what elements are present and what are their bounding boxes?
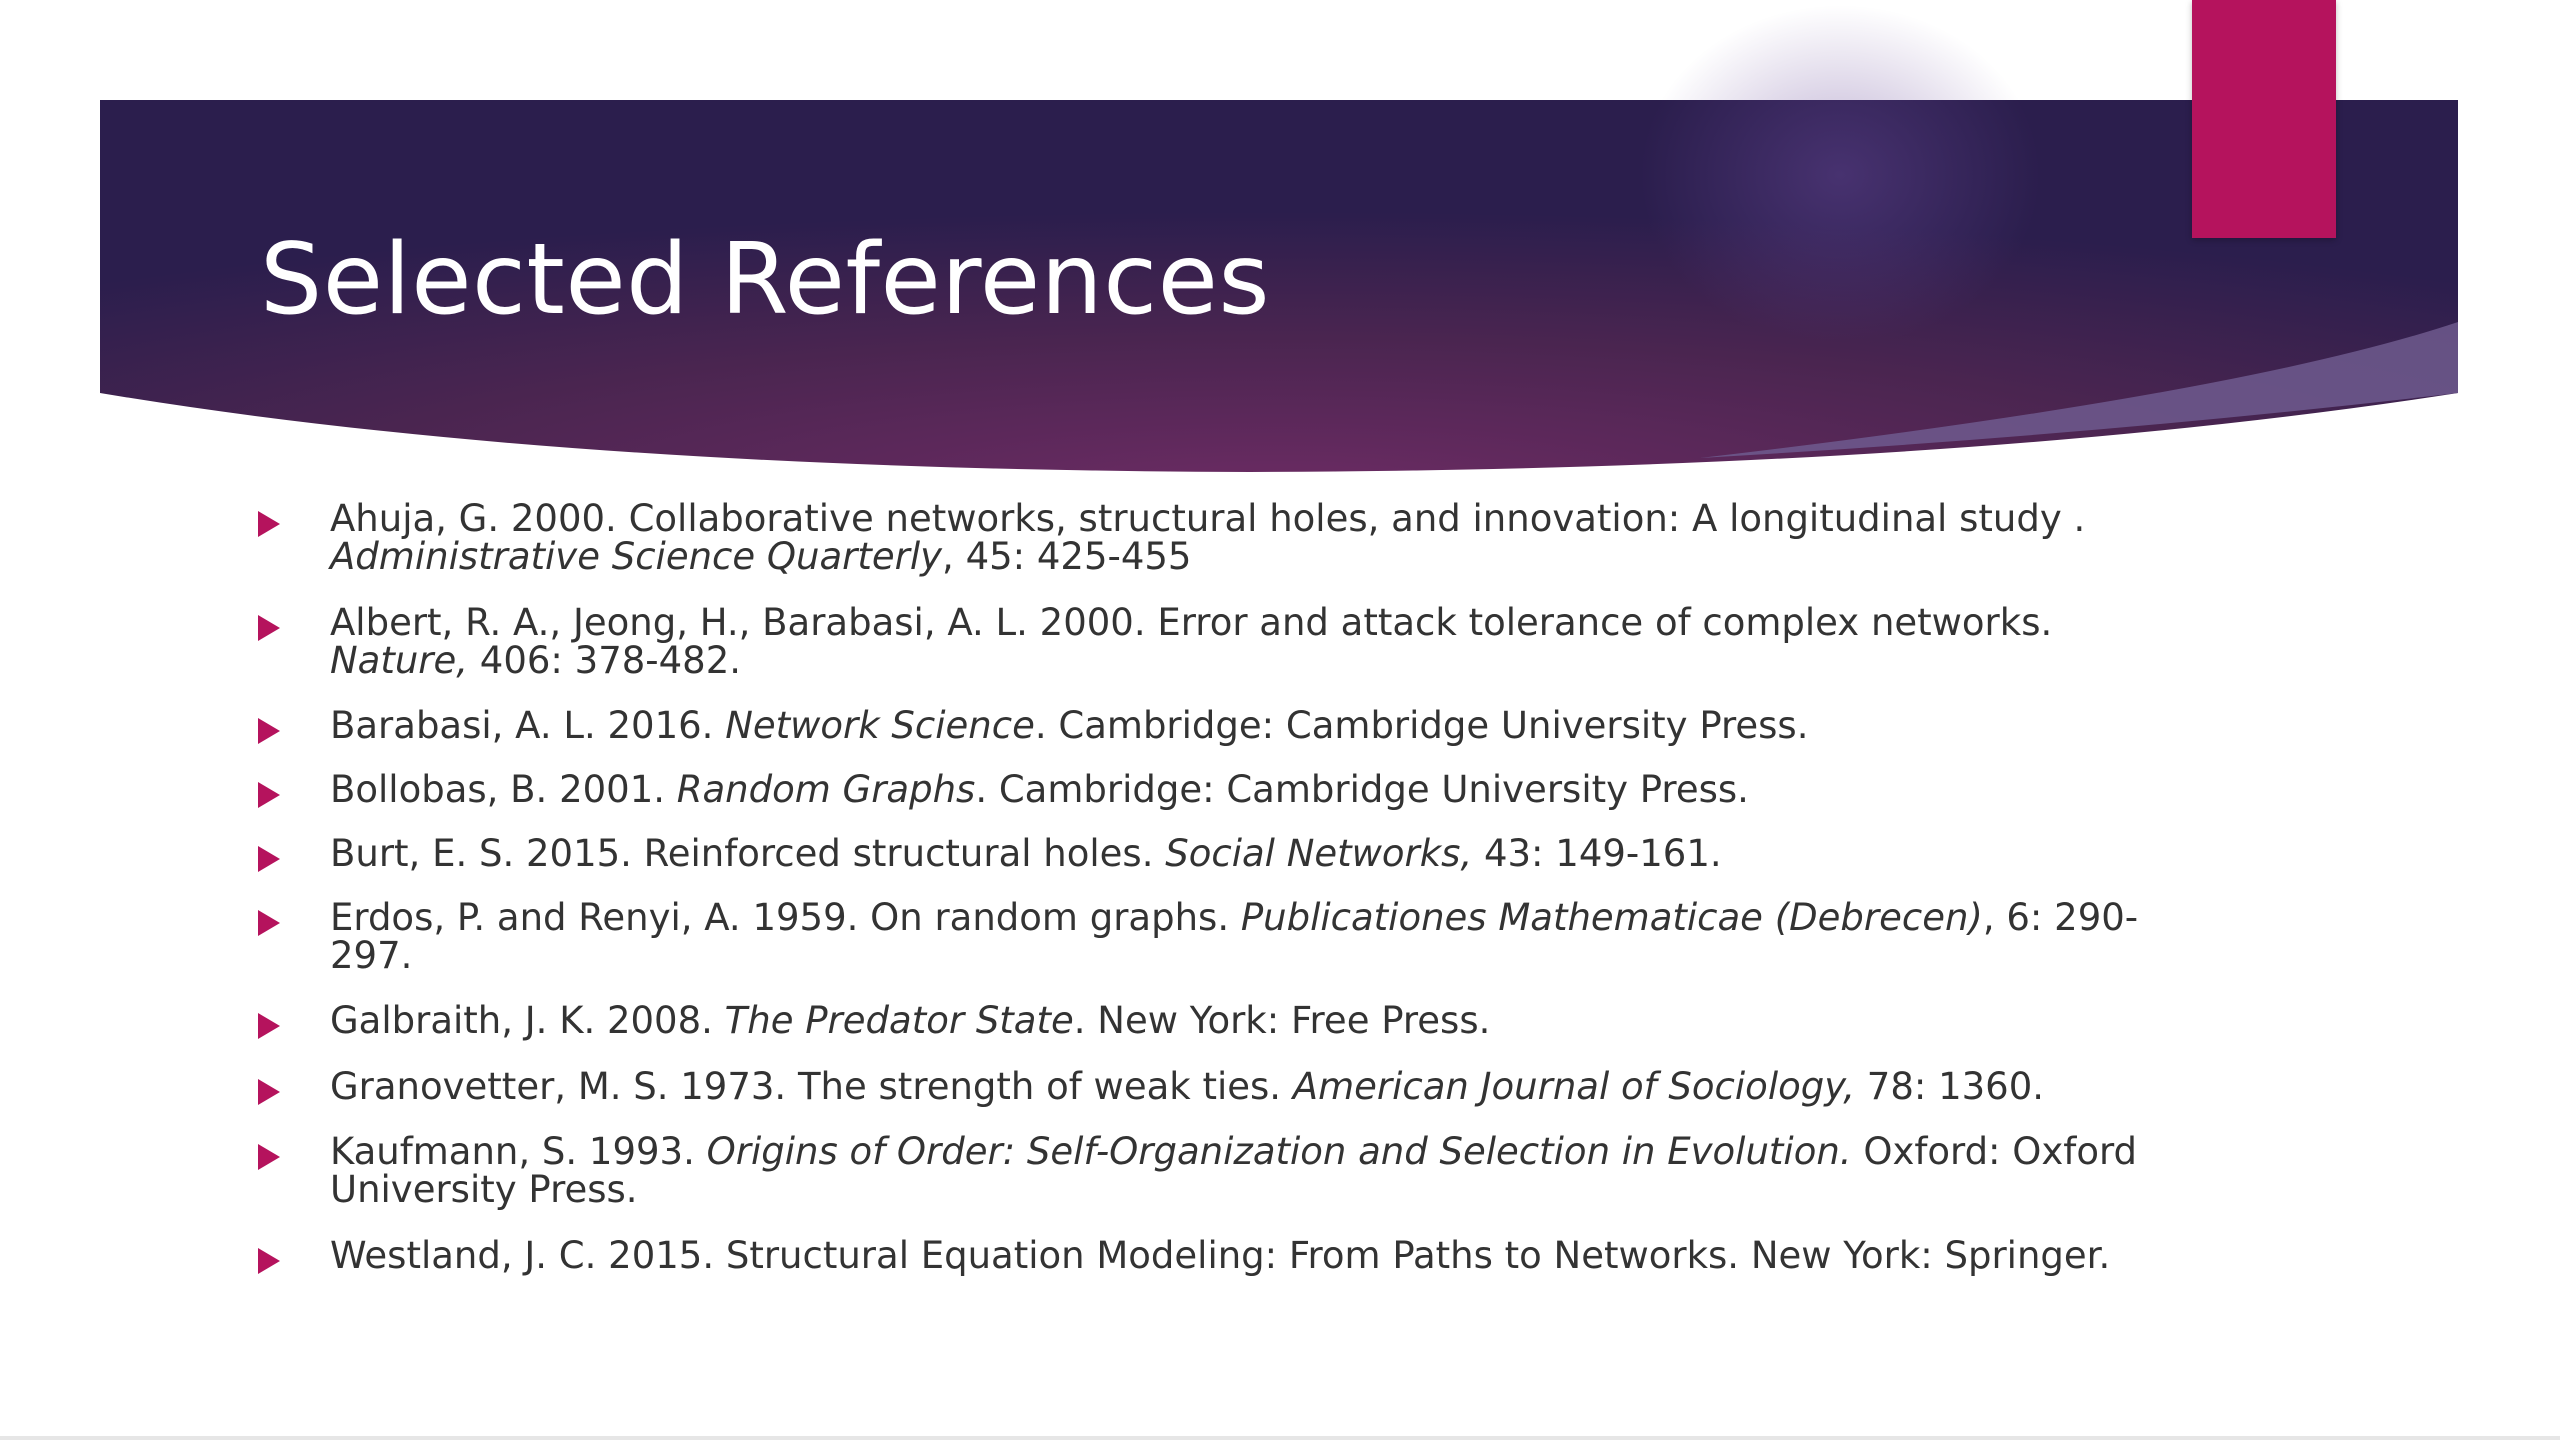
reference-italic-segment: The Predator State [724, 999, 1074, 1042]
reference-segment: 78: 1360. [1855, 1065, 2045, 1108]
bullet-arrow-icon [258, 615, 280, 641]
reference-item [258, 1234, 2158, 1277]
reference-text [330, 832, 2158, 875]
reference-text [330, 497, 2158, 578]
reference-text [330, 999, 2158, 1042]
reference-text [330, 896, 2158, 977]
reference-italic-segment: Social Networks, [1165, 832, 1473, 875]
reference-segment: . Cambridge: Cambridge University Press. [975, 768, 1749, 811]
accent-tab [2192, 0, 2336, 238]
bullet-arrow-icon [258, 1144, 280, 1170]
reference-item [258, 1130, 2158, 1211]
reference-italic-segment: American Journal of Sociology, [1292, 1065, 1856, 1108]
reference-text [330, 1130, 2158, 1211]
reference-text [330, 1065, 2158, 1108]
reference-segment: Kaufmann, S. 1993. [330, 1130, 707, 1173]
reference-segment: Westland, J. C. 2015. Structural Equation Modeling: From Paths to Networks. New York: Springer. [330, 1234, 2111, 1277]
reference-item [258, 999, 2158, 1042]
reference-italic-segment: Nature, [330, 639, 469, 682]
reference-segment: Granovetter, M. S. 1973. The strength of weak ties. [330, 1065, 1293, 1108]
reference-italic-segment: Administrative Science Quarterly [330, 535, 943, 578]
reference-item [258, 704, 2158, 747]
reference-segment: . New York: Free Press. [1073, 999, 1491, 1042]
reference-text [330, 601, 2158, 682]
reference-item [258, 768, 2158, 811]
reference-segment: , 45: 425-455 [942, 535, 1192, 578]
reference-segment: Albert, R. A., Jeong, H., Barabasi, A. L. 2000. Error and attack tolerance of complex networks. [330, 601, 2053, 644]
reference-item [258, 497, 2158, 578]
reference-item [258, 896, 2158, 977]
bullet-arrow-icon [258, 511, 280, 537]
reference-text [330, 704, 2158, 747]
slide-title: Selected References [260, 223, 1271, 337]
reference-italic-segment: Publicationes Mathematicae (Debrecen) [1240, 896, 1983, 939]
reference-segment: Burt, E. S. 2015. Reinforced structural holes. [330, 832, 1166, 875]
reference-segment: Ahuja, G. 2000. Collaborative networks, structural holes, and innovation: A longitudinal study . [330, 497, 2086, 540]
reference-segment: Erdos, P. and Renyi, A. 1959. On random graphs. [330, 896, 1241, 939]
references-list [258, 497, 2158, 1277]
reference-item [258, 1065, 2158, 1108]
reference-italic-segment: Network Science [725, 704, 1035, 747]
reference-item [258, 832, 2158, 875]
reference-segment: Barabasi, A. L. 2016. [330, 704, 726, 747]
reference-text [330, 768, 2158, 811]
bullet-arrow-icon [258, 718, 280, 744]
reference-segment: Galbraith, J. K. 2008. [330, 999, 725, 1042]
reference-italic-segment: Random Graphs [676, 768, 976, 811]
bullet-arrow-icon [258, 782, 280, 808]
reference-segment: 406: 378-482. [468, 639, 742, 682]
reference-segment: 43: 149-161. [1472, 832, 1722, 875]
reference-text [330, 1234, 2158, 1277]
bullet-arrow-icon [258, 1013, 280, 1039]
banner-glow [1640, 5, 2040, 345]
reference-segment: Oxford: Oxford University Press. [330, 1130, 2138, 1211]
bullet-arrow-icon [258, 1079, 280, 1105]
bullet-arrow-icon [258, 846, 280, 872]
reference-segment: . Cambridge: Cambridge University Press. [1034, 704, 1809, 747]
reference-item [258, 601, 2158, 682]
slide-bottom-edge [0, 1436, 2560, 1440]
bullet-arrow-icon [258, 910, 280, 936]
reference-segment: , 6: 290-297. [330, 896, 2139, 977]
reference-segment: Bollobas, B. 2001. [330, 768, 677, 811]
bullet-arrow-icon [258, 1248, 280, 1274]
reference-italic-segment: Origins of Order: Self-Organization and Selection in Evolution. [706, 1130, 1852, 1173]
